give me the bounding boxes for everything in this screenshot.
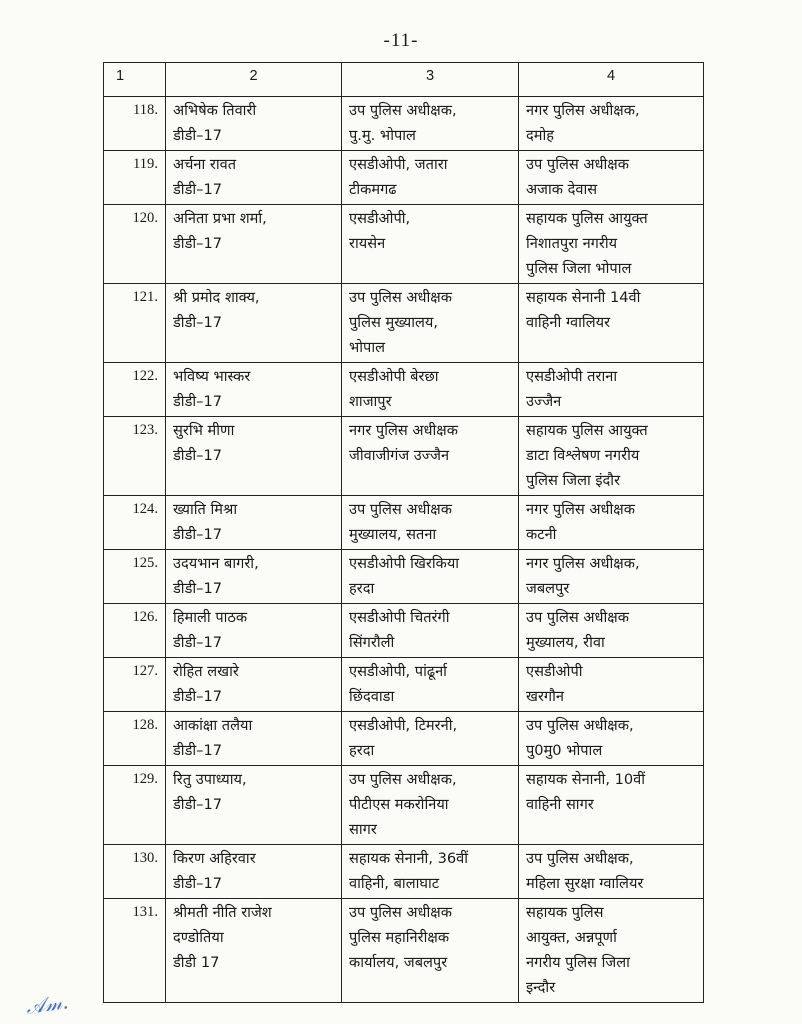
new-posting-line: आयुक्त, अन्नपूर्णा [526,929,617,946]
new-posting-line: उज्जैन [526,393,562,410]
officer-name-line: हिमाली पाठक [173,609,248,626]
current-posting-line: एसडीओपी चितरंगी [349,609,450,626]
current-posting-cell [342,550,519,604]
serial-number: 128. [104,712,166,766]
new-posting-cell [519,496,704,550]
current-posting-line: एसडीओपी, पांढूर्ना [349,663,447,680]
new-posting-cell [519,712,704,766]
officer-name-line: श्रीमती नीति राजेश [173,904,272,921]
officer-name-line: डीडी–17 [173,314,223,331]
officer-name-line: डीडी–17 [173,580,223,597]
officer-name-cell [166,363,342,417]
current-posting-line: शाजापुर [349,393,392,410]
current-posting-cell [342,899,519,1003]
new-posting-cell [519,97,704,151]
officer-name-line: डीडी–17 [173,526,223,543]
new-posting-cell [519,363,704,417]
current-posting-line: हरदा [349,742,375,759]
current-posting-cell [342,712,519,766]
officer-name-cell [166,417,342,496]
serial-number: 118. [104,97,166,151]
current-posting-line: पुलिस मुख्यालय, [349,314,438,331]
current-posting-line: पीटीएस मकरोनिया [349,796,449,813]
serial-number: 123. [104,417,166,496]
serial-number: 127. [104,658,166,712]
officer-name-line: किरण अहिरवार [173,850,256,867]
current-posting-line: वाहिनी, बालाघाट [349,875,440,892]
new-posting-line: दमोह [526,127,555,144]
table-row [104,284,704,363]
serial-number: 120. [104,205,166,284]
current-posting-cell [342,496,519,550]
current-posting-cell [342,604,519,658]
current-posting-line: कार्यालय, जबलपुर [349,954,448,971]
current-posting-cell [342,97,519,151]
serial-number: 126. [104,604,166,658]
current-posting-line: उप पुलिस अधीक्षक, [349,771,457,788]
table-row [104,604,704,658]
new-posting-cell [519,417,704,496]
new-posting-cell [519,845,704,899]
new-posting-cell [519,899,704,1003]
officer-name-line: डीडी–17 [173,393,223,410]
serial-number: 129. [104,766,166,845]
current-posting-line: उप पुलिस अधीक्षक [349,904,452,921]
page-number: -11- [383,30,419,51]
new-posting-line: डाटा विश्लेषण नगरीय [526,447,640,464]
current-posting-line: उप पुलिस अधीक्षक [349,289,452,306]
officer-name-line: डीडी–17 [173,235,223,252]
new-posting-line: नगरीय पुलिस जिला [526,954,630,971]
new-posting-line: सहायक पुलिस आयुक्त [526,422,648,439]
officer-name-line: अर्चना रावत [173,156,237,173]
current-posting-line: मुख्यालय, सतना [349,526,437,543]
officer-name-cell [166,284,342,363]
officer-name-cell [166,845,342,899]
current-posting-line: एसडीओपी, [349,210,411,227]
officer-name-cell [166,550,342,604]
new-posting-line: निशातपुरा नगरीय [526,235,618,252]
new-posting-cell [519,151,704,205]
officer-name-line: डीडी–17 [173,634,223,651]
current-posting-line: भोपाल [349,339,386,356]
new-posting-line: पुलिस जिला इंदौर [526,472,621,489]
officer-name-line: डीडी–17 [173,742,223,759]
officer-name-line: डीडी–17 [173,796,223,813]
table-row [104,766,704,845]
current-posting-line: एसडीओपी बेरछा [349,368,439,385]
new-posting-line: सहायक पुलिस [526,904,604,921]
column-header-1: 1 [104,63,166,97]
new-posting-line: उप पुलिस अधीक्षक, [526,717,634,734]
current-posting-line: टीकमगढ [349,181,397,198]
current-posting-cell [342,284,519,363]
new-posting-line: महिला सुरक्षा ग्वालियर [526,875,644,892]
officer-name-cell [166,151,342,205]
officer-name-line: श्री प्रमोद शाक्य, [173,289,260,306]
current-posting-line: रायसेन [349,235,386,252]
officer-name-line: डीडी–17 [173,127,223,144]
new-posting-line: अजाक देवास [526,181,598,198]
new-posting-line: सहायक सेनानी 14वी [526,289,641,306]
new-posting-line: नगर पुलिस अधीक्षक [526,501,635,518]
officer-name-cell [166,496,342,550]
new-posting-cell [519,205,704,284]
officer-name-cell [166,658,342,712]
transfer-table [103,62,704,1003]
new-posting-line: नगर पुलिस अधीक्षक, [526,555,640,572]
officer-name-cell [166,205,342,284]
current-posting-line: सहायक सेनानी, 36वीं [349,850,469,867]
current-posting-cell [342,363,519,417]
officer-name-cell [166,712,342,766]
officer-name-cell [166,604,342,658]
new-posting-cell [519,766,704,845]
table-row [104,899,704,1003]
table-row [104,205,704,284]
officer-name-line: डीडी–17 [173,688,223,705]
officer-name-line: अनिता प्रभा शर्मा, [173,210,267,227]
officer-name-cell [166,97,342,151]
new-posting-line: एसडीओपी [526,663,583,680]
serial-number: 122. [104,363,166,417]
new-posting-line: नगर पुलिस अधीक्षक, [526,102,640,119]
new-posting-cell [519,604,704,658]
new-posting-line: पुलिस जिला भोपाल [526,260,632,277]
officer-name-line: रितु उपाध्याय, [173,771,247,788]
officer-name-line: दण्डोतिया [173,929,224,946]
new-posting-line: उप पुलिस अधीक्षक [526,609,629,626]
current-posting-line: एसडीओपी खिरकिया [349,555,460,572]
new-posting-line: जबलपुर [526,580,570,597]
new-posting-line: उप पुलिस अधीक्षक, [526,850,634,867]
officer-name-line: अभिषेक तिवारी [173,102,257,119]
current-posting-line: पु.मु. भोपाल [349,127,416,144]
serial-number: 121. [104,284,166,363]
current-posting-line: पुलिस महानिरीक्षक [349,929,450,946]
serial-number: 119. [104,151,166,205]
current-posting-line: सागर [349,821,377,838]
new-posting-line: वाहिनी ग्वालियर [526,314,611,331]
current-posting-cell [342,417,519,496]
new-posting-line: मुख्यालय, रीवा [526,634,605,651]
officer-name-line: ख्याति मिश्रा [173,501,238,518]
table-row [104,417,704,496]
current-posting-cell [342,205,519,284]
officer-name-line: डीडी–17 [173,875,223,892]
current-posting-line: उप पुलिस अधीक्षक [349,501,452,518]
new-posting-line: पु0मु0 भोपाल [526,742,603,759]
table-row [104,97,704,151]
column-header-2: 2 [166,63,342,97]
serial-number: 124. [104,496,166,550]
officer-name-line: डीडी–17 [173,447,223,464]
officer-name-cell [166,766,342,845]
new-posting-cell [519,550,704,604]
new-posting-line: इन्दौर [526,979,556,996]
officer-name-line: रोहित लखारे [173,663,239,680]
officer-name-cell [166,899,342,1003]
officer-name-line: डीडी 17 [173,954,220,971]
new-posting-line: सहायक सेनानी, 10वीं [526,771,646,788]
serial-number: 131. [104,899,166,1003]
current-posting-line: हरदा [349,580,375,597]
current-posting-line: एसडीओपी, जतारा [349,156,448,173]
current-posting-line: उप पुलिस अधीक्षक, [349,102,457,119]
table-row [104,363,704,417]
current-posting-line: छिंदवाडा [349,688,395,705]
column-header-3: 3 [342,63,519,97]
current-posting-cell [342,766,519,845]
new-posting-cell [519,284,704,363]
table-row [104,712,704,766]
current-posting-line: सिंगरौली [349,634,395,651]
current-posting-line: नगर पुलिस अधीक्षक [349,422,458,439]
table-row [104,550,704,604]
officer-name-line: डीडी–17 [173,181,223,198]
table-header-row [104,63,704,97]
new-posting-line: कटनी [526,526,557,543]
signature-mark: 𝒜𝓂. [24,989,70,1019]
table-row [104,496,704,550]
officer-name-line: उदयभान बागरी, [173,555,259,572]
serial-number: 125. [104,550,166,604]
current-posting-line: जीवाजीगंज उज्जैन [349,447,450,464]
current-posting-cell [342,658,519,712]
new-posting-line: एसडीओपी तराना [526,368,618,385]
new-posting-line: खरगौन [526,688,565,705]
officer-name-line: सुरभि मीणा [173,422,235,439]
new-posting-line: वाहिनी सागर [526,796,594,813]
officer-name-line: भविष्य भास्कर [173,368,251,385]
table-row [104,845,704,899]
new-posting-line: सहायक पुलिस आयुक्त [526,210,648,227]
new-posting-cell [519,658,704,712]
current-posting-cell [342,845,519,899]
new-posting-line: उप पुलिस अधीक्षक [526,156,629,173]
officer-name-line: आकांक्षा तलैया [173,717,253,734]
current-posting-cell [342,151,519,205]
serial-number: 130. [104,845,166,899]
table-row [104,151,704,205]
table-row [104,658,704,712]
column-header-4: 4 [519,63,704,97]
current-posting-line: एसडीओपी, टिमरनी, [349,717,458,734]
